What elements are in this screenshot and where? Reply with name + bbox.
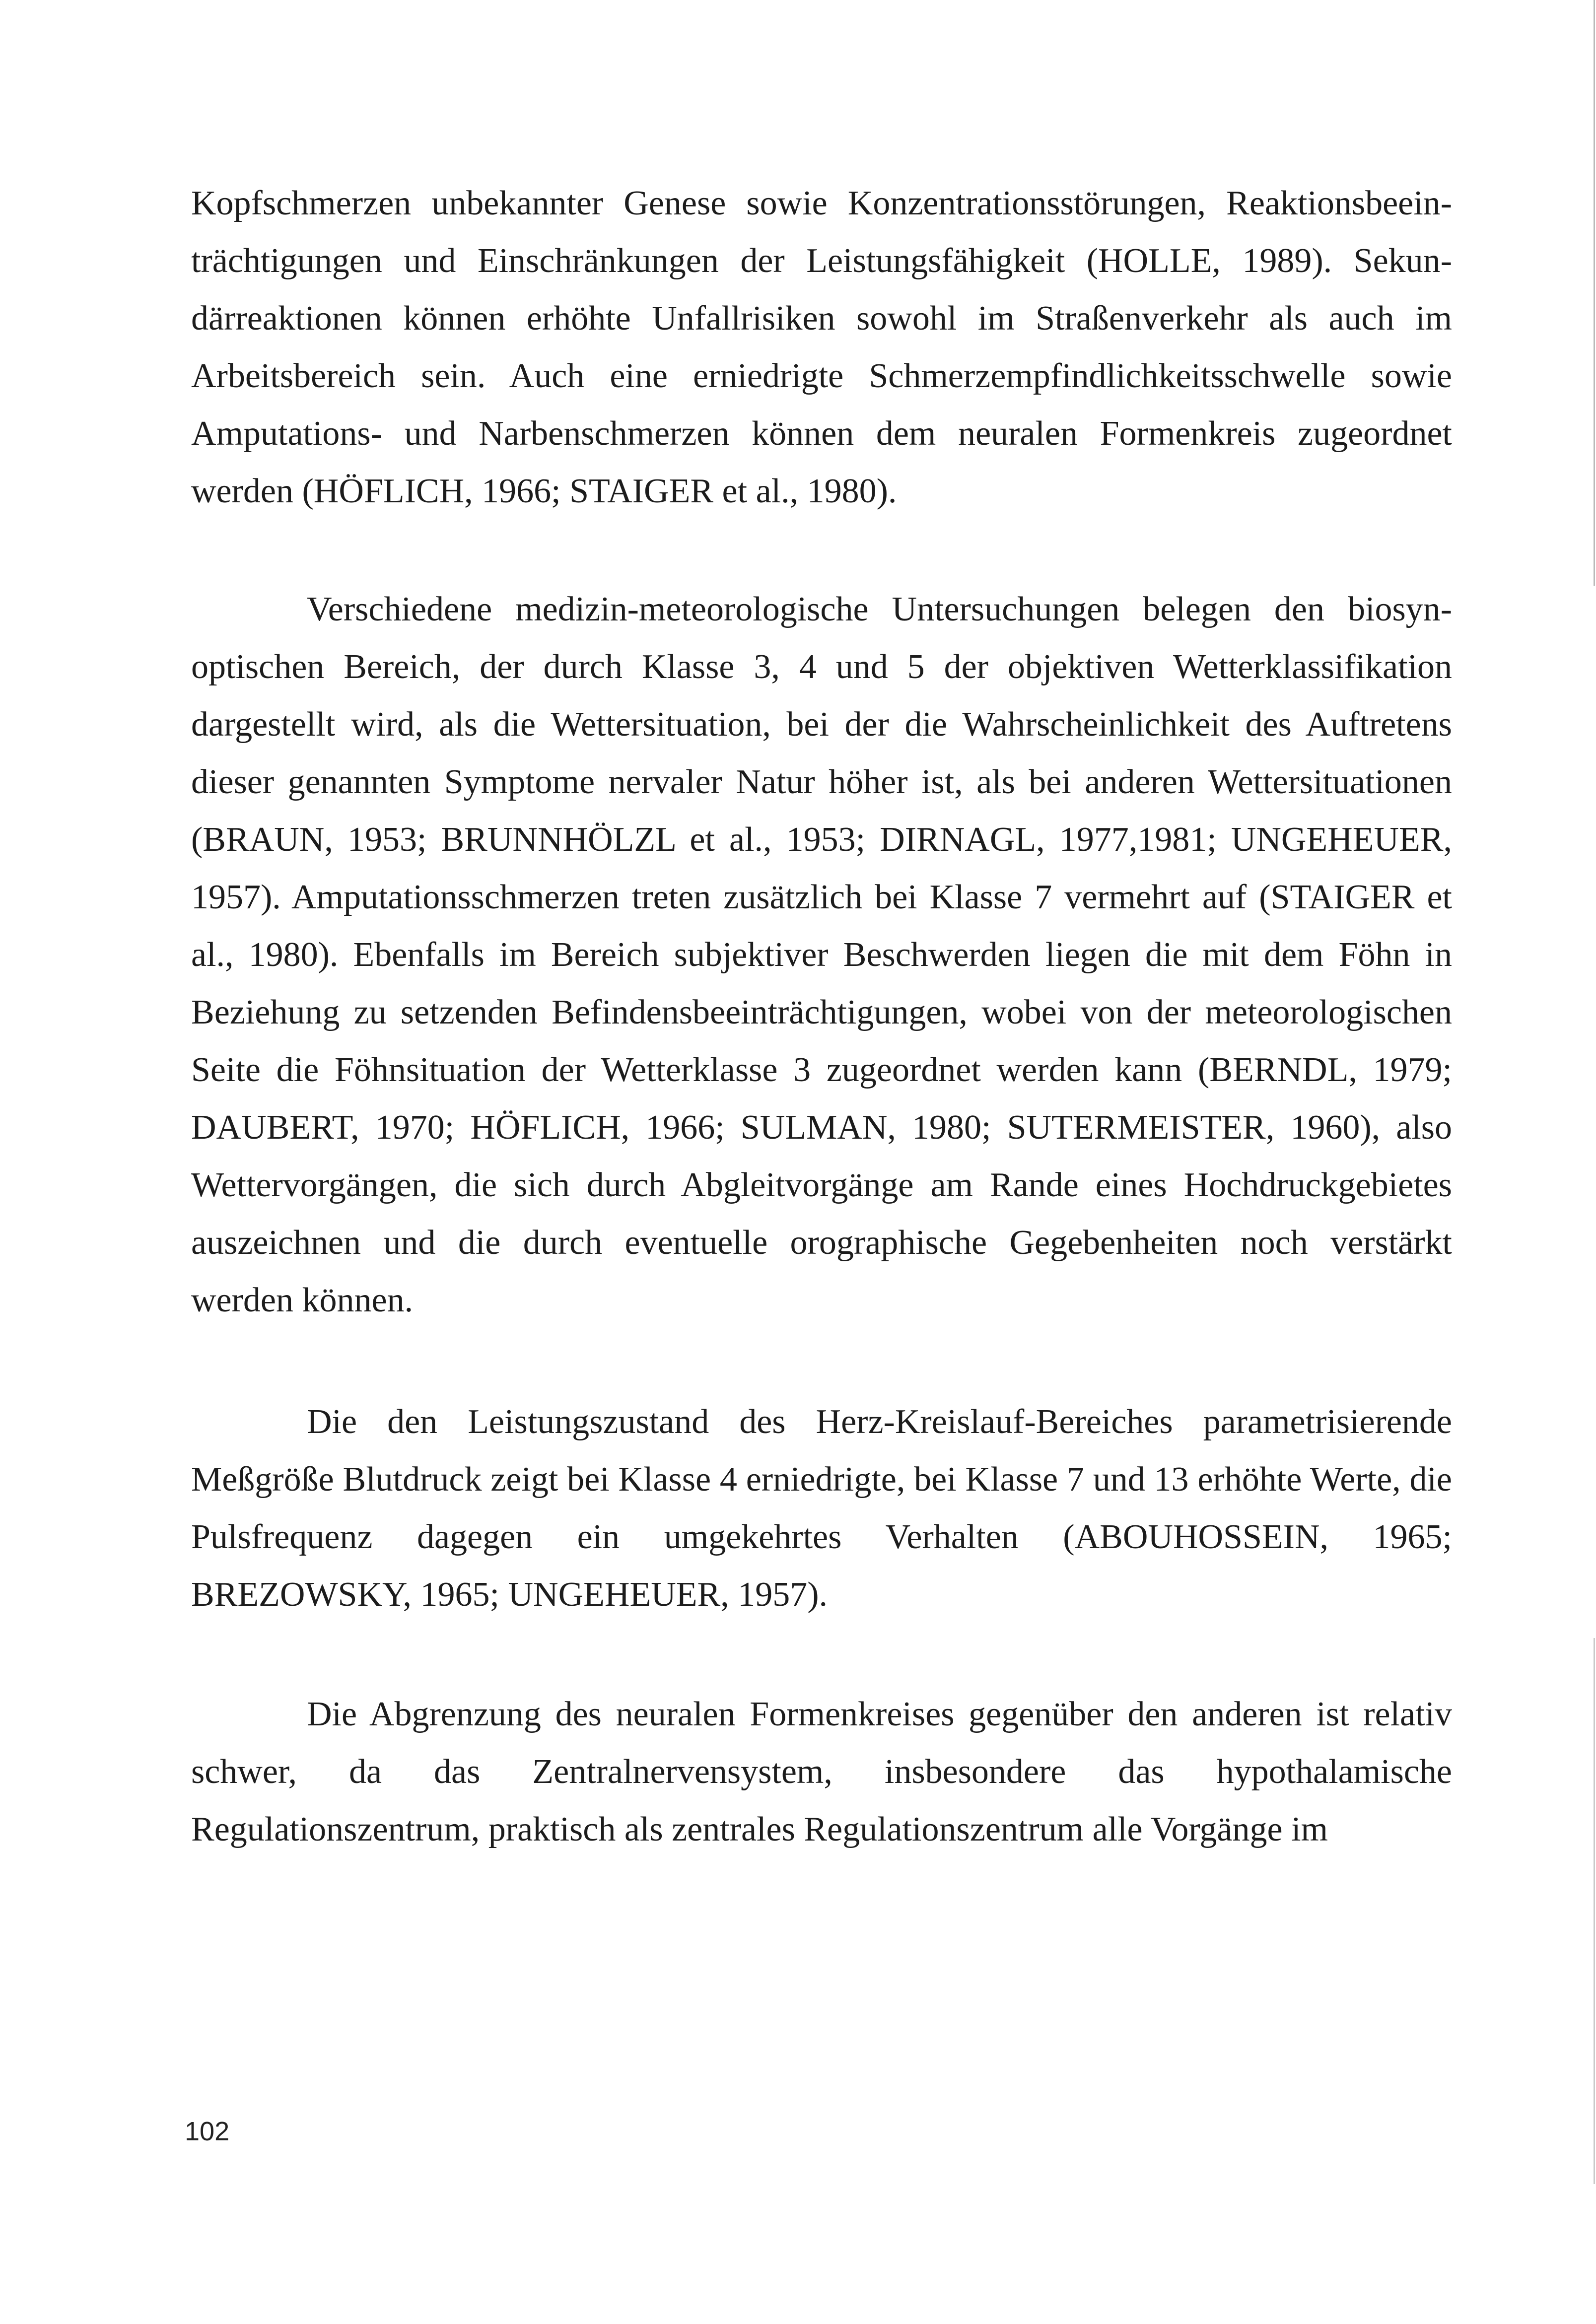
scan-edge-line xyxy=(1594,1638,1595,2184)
paragraph-2 xyxy=(191,581,1452,1329)
page-number: 102 xyxy=(185,2117,230,2146)
paragraph-3 xyxy=(191,1393,1452,1624)
scan-edge-line xyxy=(1594,0,1595,586)
paragraph-text: Verschiedene medizin-meteorologische Untersuchungen belegen den biosynoptischen Bereich, der durch Klasse 3, 4 und 5 der objektiven Wetterklassifikation dargestellt wird, als die Wettersituation, bei der die Wahrscheinlichkeit des Auftretens dieser genannten Symptome nervaler Natur höher ist, als bei anderen Wettersituationen (BRAUN, 1953; BRUNNHÖLZL et al., 1953; DIRNAGL, 1977,1981; UNGEHEUER, 1957). Amputationsschmerzen treten zusätzlich bei Klasse 7 vermehrt auf (STAIGER et al., 1980). Ebenfalls im Bereich subjektiver Beschwerden liegen die mit dem Föhn in Beziehung zu setzenden Befindensbeeinträchtigungen, wobei von der meteorologischen Seite die Föhnsituation der Wetterklasse 3 zugeordnet werden kann (BERNDL, 1979; DAUBERT, 1970; HÖFLICH, 1966; SULMAN, 1980; SUTERMEISTER, 1960), also Wettervorgängen, die sich durch Abgleitvorgänge am Rande eines Hochdruckgebietes auszeichnen und die durch eventuelle orographische Gegebenheiten noch verstärkt werden können. xyxy=(191,590,1452,1319)
paragraph-1 xyxy=(191,175,1452,520)
paragraph-text: Die den Leistungszustand des Herz-Kreislauf-Bereiches parametrisierende Meßgröße Blutdruck zeigt bei Klasse 4 erniedrigte, bei Klasse 7 und 13 erhöhte Werte, die Pulsfrequenz dagegen ein umgekehrtes Verhalten (ABOUHOSSEIN, 1965; BREZOWSKY, 1965; UNGEHEUER, 1957). xyxy=(191,1403,1452,1614)
paragraph-text: Kopfschmerzen unbekannter Genese sowie Konzentrationsstörungen, Reaktionsbeeinträchtigungen und Einschränkungen der Leistungsfähigkeit (HOLLE, 1989). Sekundärreaktionen können erhöhte Unfallrisiken sowohl im Straßenverkehr als auch im Arbeitsbereich sein. Auch eine erniedrigte Schmerzempfindlichkeitsschwelle sowie Amputations- und Narbenschmerzen können dem neuralen Formenkreis zugeordnet werden (HÖFLICH, 1966; STAIGER et al., 1980). xyxy=(191,184,1452,510)
paragraph-4 xyxy=(191,1686,1452,1858)
paragraph-text: Die Abgrenzung des neuralen Formenkreises gegenüber den anderen ist relativ schwer, da das Zentralnervensystem, insbesondere das hypothalamische Regulationszentrum, praktisch als zentrales Regulationszentrum alle Vorgänge im xyxy=(191,1695,1452,1848)
